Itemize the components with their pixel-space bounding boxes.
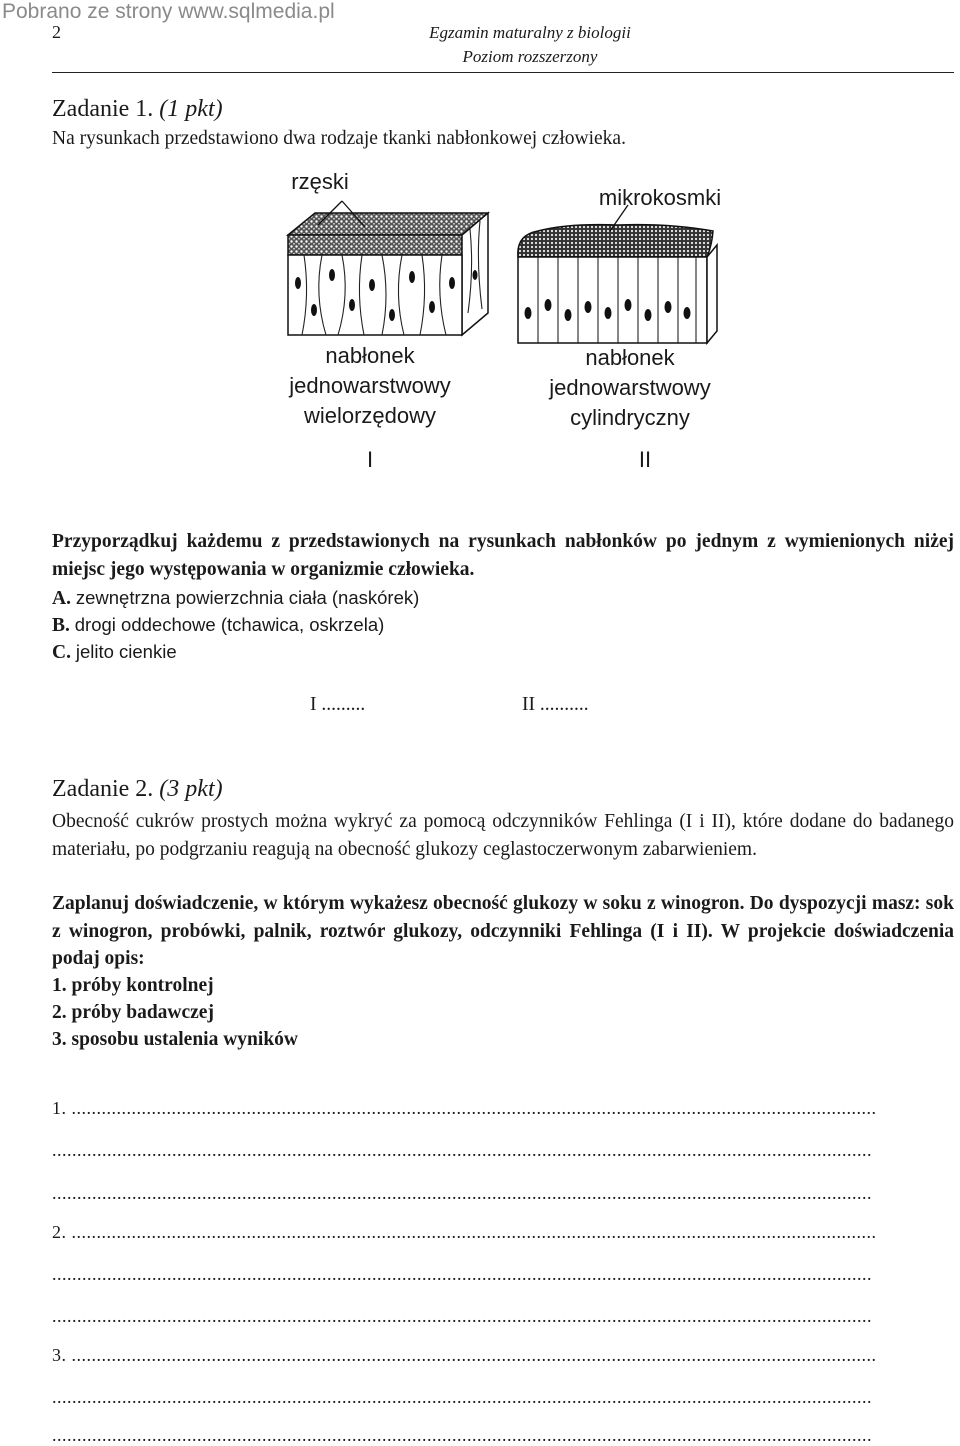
roman-label-1: I [366, 447, 374, 472]
answer-line-1c[interactable]: .................................................................................................................................................................... [52, 1183, 872, 1203]
watermark: Pobrano ze strony www.sqlmedia.pl [2, 0, 335, 23]
option-c-text: jelito cienkie [75, 641, 177, 662]
task2-item-2: 2. próby badawczej [52, 1002, 214, 1023]
answer-line-3b[interactable]: .................................................................................................................................................................... [52, 1387, 872, 1407]
tissue-2-name-line1: nabłonek [585, 345, 675, 370]
answer-line-2b[interactable]: .................................................................................................................................................................... [52, 1264, 872, 1284]
tissue-1-name [270, 341, 470, 431]
answer-line-1a[interactable]: 1. ................................................................................................................................................................. [52, 1098, 877, 1118]
task2-title-text: Zadanie 2. [52, 776, 154, 802]
answer-line-1b[interactable]: .................................................................................................................................................................... [52, 1140, 872, 1160]
roman-label-2: II [638, 447, 652, 472]
header-line-1: Egzamin maturalny z biologii [429, 23, 631, 42]
page-header [330, 21, 730, 69]
answer-field-1[interactable]: I ......... [310, 694, 366, 715]
task1-title [52, 96, 223, 123]
task2-item-1: 1. próby kontrolnej [52, 975, 214, 996]
task2-title [52, 776, 223, 803]
option-b [52, 611, 384, 640]
tissue-1-name-line3: wielorzędowy [303, 403, 437, 428]
task2-item-3: 3. sposobu ustalenia wyników [52, 1029, 298, 1050]
label-microvilli: mikrokosmki [598, 185, 722, 210]
tissue-block-1 [288, 201, 488, 335]
answer-line-3a[interactable]: 3. ................................................................................................................................................................. [52, 1345, 877, 1365]
header-rule [52, 72, 954, 73]
tissue-2-name-line3: cylindryczny [570, 405, 690, 430]
tissue-2-name-line2: jednowarstwowy [549, 375, 711, 400]
answer-field-2[interactable]: II .......... [522, 694, 589, 715]
option-a-text: zewnętrzna powierzchnia ciała (naskórek) [75, 587, 420, 608]
tissue-2-name [520, 343, 740, 433]
answer-line-3c[interactable]: .................................................................................................................................................................... [52, 1425, 872, 1445]
task1-title-text: Zadanie 1. [52, 96, 154, 122]
page-number: 2 [52, 22, 61, 42]
option-c [52, 638, 177, 667]
answer-line-2c[interactable]: .................................................................................................................................................................... [52, 1306, 872, 1326]
tissue-block-2 [518, 205, 717, 343]
tissue-1-name-line2: jednowarstwowy [289, 373, 451, 398]
option-b-text: drogi oddechowe (tchawica, oskrzela) [74, 614, 385, 635]
epithelium-illustration [270, 165, 750, 485]
epithelium-figure [270, 165, 750, 485]
task1-instruction: Przyporządkuj każdemu z przedstawionych na rysunkach nabłonków po jednym z wymienionych niżej miejsc jego występowania w organizmie człowieka. [52, 531, 954, 580]
option-b-letter: B. [52, 615, 70, 636]
label-cilia: rzęski [291, 169, 349, 194]
task2-paragraph: Obecność cukrów prostych można wykryć za pomocą odczynników Fehlinga (I i II), które dodane do badanego materiału, po podgrzaniu reagują na obecność glukozy ceglastoczerwonym zabarwieniem. [52, 811, 954, 860]
tissue-1-name-line1: nabłonek [325, 343, 415, 368]
task2-points: (3 pkt) [159, 776, 223, 802]
task1-intro: Na rysunkach przedstawiono dwa rodzaje tkanki nabłonkowej człowieka. [52, 128, 626, 149]
option-a [52, 584, 419, 613]
option-c-letter: C. [52, 642, 71, 663]
task2-instruction: Zaplanuj doświadczenie, w którym wykażesz obecność glukozy w soku z winogron. Do dyspozycji masz: sok z winogron, probówki, palnik, roztwór glukozy, odczynniki Fehlinga (I i II). W projekcie doświadczenia podaj opis: [52, 893, 954, 969]
header-line-2: Poziom rozszerzony [462, 47, 598, 66]
option-a-letter: A. [52, 588, 71, 609]
answer-line-2a[interactable]: 2. ................................................................................................................................................................. [52, 1222, 877, 1242]
task1-points: (1 pkt) [159, 96, 223, 122]
